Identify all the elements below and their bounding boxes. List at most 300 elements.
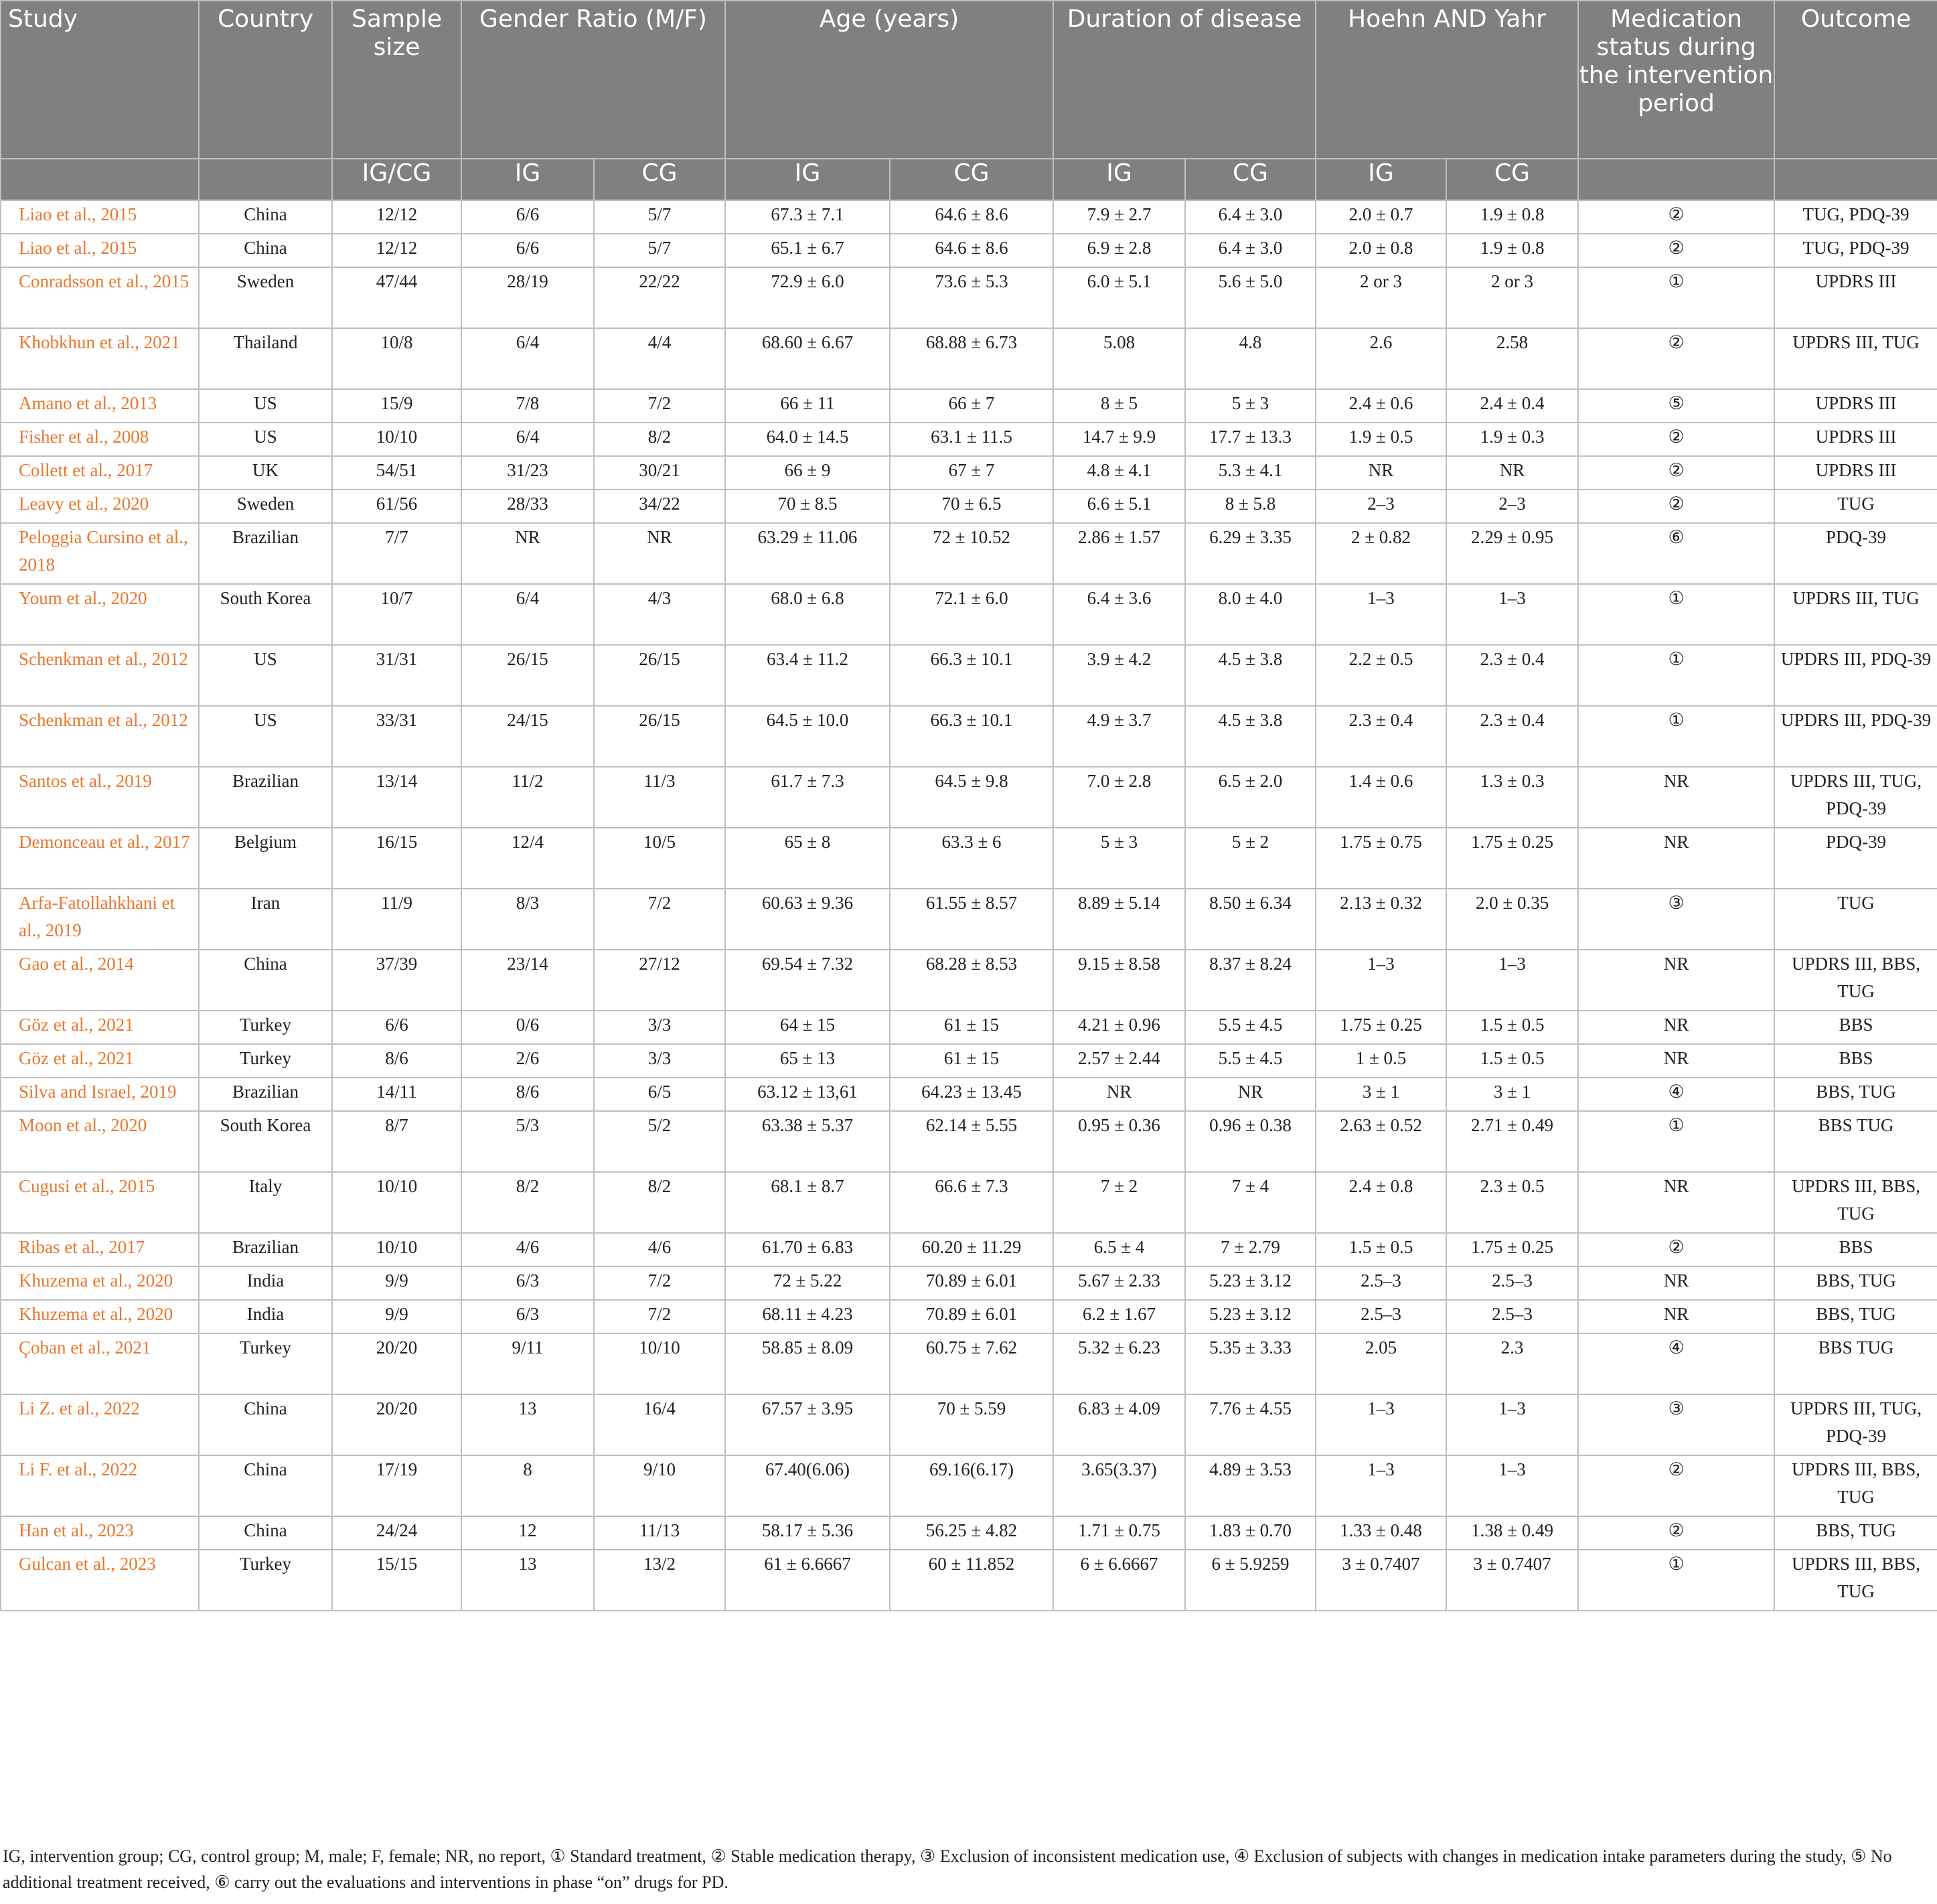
outcome-cell: TUG <box>1774 889 1937 950</box>
gender-ig-cell: 13 <box>461 1550 594 1611</box>
country-cell: Italy <box>199 1172 332 1233</box>
age-cg-cell: 64.5 ± 9.8 <box>890 767 1053 828</box>
age-cg-cell: 66 ± 7 <box>890 389 1053 423</box>
duration-ig-cell: 6 ± 6.6667 <box>1053 1550 1185 1611</box>
country-cell: South Korea <box>199 584 332 645</box>
age-ig-cell: 61.7 ± 7.3 <box>725 767 890 828</box>
hoehn-yahr-ig-cell: 1–3 <box>1316 950 1446 1011</box>
sample-size-cell: 12/12 <box>332 234 461 267</box>
country-cell: China <box>199 1455 332 1516</box>
age-ig-cell: 68.60 ± 6.67 <box>725 328 890 389</box>
subheader-hy-cg: CG <box>1446 159 1578 200</box>
subheader-duration-ig: IG <box>1053 159 1185 200</box>
outcome-cell: PDQ-39 <box>1774 828 1937 889</box>
subheader-empty <box>1578 159 1774 200</box>
table-row <box>1 645 1937 706</box>
medication-cell: ② <box>1578 1233 1774 1266</box>
duration-cg-cell: 5.5 ± 4.5 <box>1185 1044 1316 1078</box>
hoehn-yahr-ig-cell: 2.6 <box>1316 328 1446 389</box>
age-cg-cell: 64.6 ± 8.6 <box>890 200 1053 234</box>
gender-cg-cell: 3/3 <box>594 1044 725 1078</box>
table-row <box>1 1172 1937 1233</box>
medication-cell: NR <box>1578 1044 1774 1078</box>
country-cell: Brazilian <box>199 767 332 828</box>
header-outcome: Outcome <box>1774 1 1937 159</box>
gender-cg-cell: 4/3 <box>594 584 725 645</box>
age-cg-cell: 66.6 ± 7.3 <box>890 1172 1053 1233</box>
study-cell[interactable]: Moon et al., 2020 <box>1 1111 199 1172</box>
gender-cg-cell: 8/2 <box>594 423 725 456</box>
duration-cg-cell: 6.4 ± 3.0 <box>1185 234 1316 267</box>
hoehn-yahr-cg-cell: 2.3 ± 0.4 <box>1446 706 1578 767</box>
outcome-cell: TUG <box>1774 490 1937 523</box>
gender-cg-cell: 27/12 <box>594 950 725 1011</box>
duration-ig-cell: 8.89 ± 5.14 <box>1053 889 1185 950</box>
country-cell: Sweden <box>199 490 332 523</box>
age-cg-cell: 61.55 ± 8.57 <box>890 889 1053 950</box>
subheader-age-cg: CG <box>890 159 1053 200</box>
gender-ig-cell: 9/11 <box>461 1333 594 1394</box>
gender-cg-cell: 10/5 <box>594 828 725 889</box>
study-cell[interactable]: Youm et al., 2020 <box>1 584 199 645</box>
table-row <box>1 1394 1937 1455</box>
table-row <box>1 389 1937 423</box>
study-cell[interactable]: Fisher et al., 2008 <box>1 423 199 456</box>
subheader-hy-ig: IG <box>1316 159 1446 200</box>
table-row <box>1 234 1937 267</box>
country-cell: India <box>199 1300 332 1333</box>
hoehn-yahr-cg-cell: 1.5 ± 0.5 <box>1446 1044 1578 1078</box>
table-row <box>1 1333 1937 1394</box>
sample-size-cell: 7/7 <box>332 523 461 584</box>
hoehn-yahr-ig-cell: 2.13 ± 0.32 <box>1316 889 1446 950</box>
age-cg-cell: 62.14 ± 5.55 <box>890 1111 1053 1172</box>
subheader-gender-cg: CG <box>594 159 725 200</box>
country-cell: Brazilian <box>199 523 332 584</box>
hoehn-yahr-ig-cell: 1–3 <box>1316 1455 1446 1516</box>
study-cell[interactable]: Khuzema et al., 2020 <box>1 1300 199 1333</box>
gender-ig-cell: 26/15 <box>461 645 594 706</box>
sample-size-cell: 10/8 <box>332 328 461 389</box>
outcome-cell: BBS TUG <box>1774 1111 1937 1172</box>
medication-cell: NR <box>1578 828 1774 889</box>
duration-cg-cell: 6 ± 5.9259 <box>1185 1550 1316 1611</box>
hoehn-yahr-ig-cell: 3 ± 1 <box>1316 1078 1446 1111</box>
age-ig-cell: 64.0 ± 14.5 <box>725 423 890 456</box>
duration-cg-cell: NR <box>1185 1078 1316 1111</box>
duration-cg-cell: 6.4 ± 3.0 <box>1185 200 1316 234</box>
age-ig-cell: 66 ± 9 <box>725 456 890 490</box>
sample-size-cell: 8/7 <box>332 1111 461 1172</box>
header-hoehn-yahr: Hoehn AND Yahr <box>1316 1 1578 159</box>
gender-ig-cell: 6/6 <box>461 200 594 234</box>
study-cell[interactable]: Han et al., 2023 <box>1 1516 199 1550</box>
study-cell[interactable]: Schenkman et al., 2012 <box>1 645 199 706</box>
hoehn-yahr-ig-cell: 2.0 ± 0.7 <box>1316 200 1446 234</box>
subheader-gender-ig: IG <box>461 159 594 200</box>
duration-ig-cell: NR <box>1053 1078 1185 1111</box>
hoehn-yahr-cg-cell: 1.5 ± 0.5 <box>1446 1011 1578 1044</box>
duration-cg-cell: 5.5 ± 4.5 <box>1185 1011 1316 1044</box>
sample-size-cell: 20/20 <box>332 1333 461 1394</box>
duration-ig-cell: 2.86 ± 1.57 <box>1053 523 1185 584</box>
hoehn-yahr-ig-cell: 2–3 <box>1316 490 1446 523</box>
study-cell[interactable]: Collett et al., 2017 <box>1 456 199 490</box>
table-row <box>1 200 1937 234</box>
sample-size-cell: 20/20 <box>332 1394 461 1455</box>
outcome-cell: UPDRS III <box>1774 456 1937 490</box>
age-cg-cell: 73.6 ± 5.3 <box>890 267 1053 328</box>
age-cg-cell: 67 ± 7 <box>890 456 1053 490</box>
duration-ig-cell: 5 ± 3 <box>1053 828 1185 889</box>
outcome-cell: BBS <box>1774 1011 1937 1044</box>
gender-ig-cell: 12/4 <box>461 828 594 889</box>
duration-ig-cell: 6.5 ± 4 <box>1053 1233 1185 1266</box>
age-ig-cell: 64 ± 15 <box>725 1011 890 1044</box>
study-cell[interactable]: Khobkhun et al., 2021 <box>1 328 199 389</box>
outcome-cell: UPDRS III, PDQ-39 <box>1774 645 1937 706</box>
table-row <box>1 1233 1937 1266</box>
outcome-cell: TUG, PDQ-39 <box>1774 200 1937 234</box>
gender-cg-cell: 26/15 <box>594 706 725 767</box>
hoehn-yahr-cg-cell: 1–3 <box>1446 950 1578 1011</box>
hoehn-yahr-cg-cell: 2.3 ± 0.4 <box>1446 645 1578 706</box>
age-cg-cell: 68.88 ± 6.73 <box>890 328 1053 389</box>
table-row <box>1 950 1937 1011</box>
duration-cg-cell: 5.6 ± 5.0 <box>1185 267 1316 328</box>
hoehn-yahr-cg-cell: 3 ± 0.7407 <box>1446 1550 1578 1611</box>
study-cell[interactable]: Khuzema et al., 2020 <box>1 1266 199 1300</box>
hoehn-yahr-cg-cell: 1–3 <box>1446 1455 1578 1516</box>
outcome-cell: BBS, TUG <box>1774 1516 1937 1550</box>
age-ig-cell: 65.1 ± 6.7 <box>725 234 890 267</box>
duration-ig-cell: 9.15 ± 8.58 <box>1053 950 1185 1011</box>
gender-cg-cell: 22/22 <box>594 267 725 328</box>
country-cell: US <box>199 389 332 423</box>
duration-cg-cell: 8 ± 5.8 <box>1185 490 1316 523</box>
hoehn-yahr-cg-cell: 1.75 ± 0.25 <box>1446 1233 1578 1266</box>
duration-cg-cell: 5.3 ± 4.1 <box>1185 456 1316 490</box>
duration-ig-cell: 5.32 ± 6.23 <box>1053 1333 1185 1394</box>
gender-ig-cell: 24/15 <box>461 706 594 767</box>
study-cell[interactable]: Li Z. et al., 2022 <box>1 1394 199 1455</box>
hoehn-yahr-cg-cell: 2–3 <box>1446 490 1578 523</box>
age-ig-cell: 66 ± 11 <box>725 389 890 423</box>
medication-cell: ③ <box>1578 1394 1774 1455</box>
gender-ig-cell: 6/4 <box>461 423 594 456</box>
country-cell: Turkey <box>199 1011 332 1044</box>
age-ig-cell: 70 ± 8.5 <box>725 490 890 523</box>
duration-ig-cell: 6.0 ± 5.1 <box>1053 267 1185 328</box>
gender-ig-cell: 11/2 <box>461 767 594 828</box>
gender-cg-cell: 30/21 <box>594 456 725 490</box>
medication-cell: ④ <box>1578 1333 1774 1394</box>
sample-size-cell: 24/24 <box>332 1516 461 1550</box>
table-row <box>1 1455 1937 1516</box>
age-cg-cell: 61 ± 15 <box>890 1044 1053 1078</box>
medication-cell: ② <box>1578 200 1774 234</box>
gender-cg-cell: 8/2 <box>594 1172 725 1233</box>
medication-cell: NR <box>1578 1266 1774 1300</box>
country-cell: US <box>199 706 332 767</box>
hoehn-yahr-ig-cell: 2.05 <box>1316 1333 1446 1394</box>
age-cg-cell: 60 ± 11.852 <box>890 1550 1053 1611</box>
age-cg-cell: 70.89 ± 6.01 <box>890 1266 1053 1300</box>
subheader-sample: IG/CG <box>332 159 461 200</box>
age-ig-cell: 68.0 ± 6.8 <box>725 584 890 645</box>
medication-cell: ① <box>1578 1550 1774 1611</box>
age-ig-cell: 60.63 ± 9.36 <box>725 889 890 950</box>
subheader-age-ig: IG <box>725 159 890 200</box>
duration-ig-cell: 0.95 ± 0.36 <box>1053 1111 1185 1172</box>
study-cell[interactable]: Çoban et al., 2021 <box>1 1333 199 1394</box>
sample-size-cell: 12/12 <box>332 200 461 234</box>
hoehn-yahr-ig-cell: 2.2 ± 0.5 <box>1316 645 1446 706</box>
medication-cell: NR <box>1578 1011 1774 1044</box>
country-cell: UK <box>199 456 332 490</box>
outcome-cell: BBS TUG <box>1774 1333 1937 1394</box>
duration-ig-cell: 7.0 ± 2.8 <box>1053 767 1185 828</box>
hoehn-yahr-cg-cell: 2.71 ± 0.49 <box>1446 1111 1578 1172</box>
duration-cg-cell: 8.37 ± 8.24 <box>1185 950 1316 1011</box>
hoehn-yahr-ig-cell: 1.33 ± 0.48 <box>1316 1516 1446 1550</box>
medication-cell: ① <box>1578 706 1774 767</box>
medication-cell: ① <box>1578 645 1774 706</box>
study-cell[interactable]: Li F. et al., 2022 <box>1 1455 199 1516</box>
country-cell: China <box>199 1394 332 1455</box>
age-ig-cell: 67.3 ± 7.1 <box>725 200 890 234</box>
sample-size-cell: 14/11 <box>332 1078 461 1111</box>
gender-cg-cell: 7/2 <box>594 1266 725 1300</box>
medication-cell: ② <box>1578 1516 1774 1550</box>
subheader-empty <box>1774 159 1937 200</box>
duration-cg-cell: 8.0 ± 4.0 <box>1185 584 1316 645</box>
duration-cg-cell: 4.89 ± 3.53 <box>1185 1455 1316 1516</box>
hoehn-yahr-ig-cell: 2.5–3 <box>1316 1266 1446 1300</box>
age-cg-cell: 70 ± 6.5 <box>890 490 1053 523</box>
study-cell[interactable]: Arfa-Fatollahkhani et al., 2019 <box>1 889 199 950</box>
age-ig-cell: 67.57 ± 3.95 <box>725 1394 890 1455</box>
gender-cg-cell: 9/10 <box>594 1455 725 1516</box>
country-cell: China <box>199 1516 332 1550</box>
sample-size-cell: 10/7 <box>332 584 461 645</box>
outcome-cell: PDQ-39 <box>1774 523 1937 584</box>
study-cell[interactable]: Göz et al., 2021 <box>1 1044 199 1078</box>
hoehn-yahr-cg-cell: 3 ± 1 <box>1446 1078 1578 1111</box>
gender-cg-cell: 10/10 <box>594 1333 725 1394</box>
table-row <box>1 1266 1937 1300</box>
hoehn-yahr-ig-cell: 2.4 ± 0.8 <box>1316 1172 1446 1233</box>
country-cell: Turkey <box>199 1550 332 1611</box>
table-row <box>1 706 1937 767</box>
gender-ig-cell: 6/6 <box>461 234 594 267</box>
hoehn-yahr-ig-cell: 1.4 ± 0.6 <box>1316 767 1446 828</box>
medication-cell: ① <box>1578 1111 1774 1172</box>
medication-cell: ⑥ <box>1578 523 1774 584</box>
hoehn-yahr-cg-cell: 2 or 3 <box>1446 267 1578 328</box>
age-cg-cell: 60.75 ± 7.62 <box>890 1333 1053 1394</box>
gender-cg-cell: 13/2 <box>594 1550 725 1611</box>
age-cg-cell: 56.25 ± 4.82 <box>890 1516 1053 1550</box>
sample-size-cell: 13/14 <box>332 767 461 828</box>
medication-cell: ② <box>1578 456 1774 490</box>
table-row <box>1 1111 1937 1172</box>
header-gender-ratio: Gender Ratio (M/F) <box>461 1 725 159</box>
gender-cg-cell: 11/13 <box>594 1516 725 1550</box>
hoehn-yahr-ig-cell: 1.75 ± 0.75 <box>1316 828 1446 889</box>
gender-ig-cell: 8/2 <box>461 1172 594 1233</box>
duration-cg-cell: 7.76 ± 4.55 <box>1185 1394 1316 1455</box>
hoehn-yahr-ig-cell: 1.9 ± 0.5 <box>1316 423 1446 456</box>
table-row <box>1 1300 1937 1333</box>
hoehn-yahr-cg-cell: 2.3 ± 0.5 <box>1446 1172 1578 1233</box>
outcome-cell: BBS <box>1774 1044 1937 1078</box>
age-cg-cell: 61 ± 15 <box>890 1011 1053 1044</box>
medication-cell: NR <box>1578 1300 1774 1333</box>
duration-cg-cell: 8.50 ± 6.34 <box>1185 889 1316 950</box>
study-cell[interactable]: Santos et al., 2019 <box>1 767 199 828</box>
duration-cg-cell: 6.29 ± 3.35 <box>1185 523 1316 584</box>
medication-cell: NR <box>1578 1172 1774 1233</box>
hoehn-yahr-ig-cell: 1–3 <box>1316 1394 1446 1455</box>
outcome-cell: UPDRS III, TUG, PDQ-39 <box>1774 1394 1937 1455</box>
country-cell: US <box>199 423 332 456</box>
table-row <box>1 889 1937 950</box>
outcome-cell: UPDRS III, PDQ-39 <box>1774 706 1937 767</box>
gender-ig-cell: 2/6 <box>461 1044 594 1078</box>
duration-cg-cell: 4.5 ± 3.8 <box>1185 645 1316 706</box>
medication-cell: ② <box>1578 490 1774 523</box>
age-cg-cell: 64.23 ± 13.45 <box>890 1078 1053 1111</box>
study-cell[interactable]: Ribas et al., 2017 <box>1 1233 199 1266</box>
hoehn-yahr-cg-cell: 1.3 ± 0.3 <box>1446 767 1578 828</box>
study-cell[interactable]: Liao et al., 2015 <box>1 200 199 234</box>
duration-cg-cell: 7 ± 4 <box>1185 1172 1316 1233</box>
study-cell[interactable]: Peloggia Cursino et al., 2018 <box>1 523 199 584</box>
duration-ig-cell: 4.21 ± 0.96 <box>1053 1011 1185 1044</box>
hoehn-yahr-cg-cell: 2.4 ± 0.4 <box>1446 389 1578 423</box>
duration-cg-cell: 4.8 <box>1185 328 1316 389</box>
hoehn-yahr-cg-cell: 1.9 ± 0.8 <box>1446 200 1578 234</box>
header-age: Age (years) <box>725 1 1053 159</box>
study-cell[interactable]: Leavy et al., 2020 <box>1 490 199 523</box>
duration-cg-cell: 5.35 ± 3.33 <box>1185 1333 1316 1394</box>
duration-cg-cell: 5 ± 2 <box>1185 828 1316 889</box>
duration-ig-cell: 7 ± 2 <box>1053 1172 1185 1233</box>
age-ig-cell: 64.5 ± 10.0 <box>725 706 890 767</box>
gender-ig-cell: 23/14 <box>461 950 594 1011</box>
header-medication: Medication status during the intervention period <box>1578 1 1774 159</box>
gender-cg-cell: 11/3 <box>594 767 725 828</box>
study-cell[interactable]: Cugusi et al., 2015 <box>1 1172 199 1233</box>
gender-cg-cell: NR <box>594 523 725 584</box>
hoehn-yahr-cg-cell: 1.9 ± 0.3 <box>1446 423 1578 456</box>
study-cell[interactable]: Schenkman et al., 2012 <box>1 706 199 767</box>
hoehn-yahr-ig-cell: 1–3 <box>1316 584 1446 645</box>
sample-size-cell: 16/15 <box>332 828 461 889</box>
duration-ig-cell: 5.08 <box>1053 328 1185 389</box>
gender-ig-cell: 5/3 <box>461 1111 594 1172</box>
gender-cg-cell: 4/4 <box>594 328 725 389</box>
duration-ig-cell: 2.57 ± 2.44 <box>1053 1044 1185 1078</box>
duration-ig-cell: 3.65(3.37) <box>1053 1455 1185 1516</box>
medication-cell: ④ <box>1578 1078 1774 1111</box>
subheader-empty <box>1 159 199 200</box>
duration-ig-cell: 5.67 ± 2.33 <box>1053 1266 1185 1300</box>
table-row <box>1 456 1937 490</box>
header-study: Study <box>1 1 199 159</box>
study-cell[interactable]: Demonceau et al., 2017 <box>1 828 199 889</box>
outcome-cell: UPDRS III, BBS, TUG <box>1774 1172 1937 1233</box>
hoehn-yahr-ig-cell: 1.75 ± 0.25 <box>1316 1011 1446 1044</box>
duration-cg-cell: 1.83 ± 0.70 <box>1185 1516 1316 1550</box>
country-cell: China <box>199 950 332 1011</box>
age-cg-cell: 60.20 ± 11.29 <box>890 1233 1053 1266</box>
age-ig-cell: 72 ± 5.22 <box>725 1266 890 1300</box>
gender-ig-cell: 28/33 <box>461 490 594 523</box>
gender-cg-cell: 4/6 <box>594 1233 725 1266</box>
age-cg-cell: 63.1 ± 11.5 <box>890 423 1053 456</box>
gender-ig-cell: 8/3 <box>461 889 594 950</box>
outcome-cell: BBS, TUG <box>1774 1266 1937 1300</box>
gender-ig-cell: 6/3 <box>461 1300 594 1333</box>
gender-cg-cell: 7/2 <box>594 889 725 950</box>
age-cg-cell: 72 ± 10.52 <box>890 523 1053 584</box>
table-body <box>1 200 1937 1611</box>
gender-ig-cell: 6/4 <box>461 328 594 389</box>
medication-cell: NR <box>1578 950 1774 1011</box>
country-cell: Belgium <box>199 828 332 889</box>
duration-ig-cell: 6.83 ± 4.09 <box>1053 1394 1185 1455</box>
gender-ig-cell: 4/6 <box>461 1233 594 1266</box>
study-cell[interactable]: Göz et al., 2021 <box>1 1011 199 1044</box>
outcome-cell: BBS, TUG <box>1774 1300 1937 1333</box>
country-cell: China <box>199 200 332 234</box>
country-cell: Sweden <box>199 267 332 328</box>
hoehn-yahr-ig-cell: 2.3 ± 0.4 <box>1316 706 1446 767</box>
duration-cg-cell: 5.23 ± 3.12 <box>1185 1266 1316 1300</box>
study-cell[interactable]: Gao et al., 2014 <box>1 950 199 1011</box>
sample-size-cell: 33/31 <box>332 706 461 767</box>
outcome-cell: UPDRS III, BBS, TUG <box>1774 1455 1937 1516</box>
country-cell: China <box>199 234 332 267</box>
table-row <box>1 1516 1937 1550</box>
hoehn-yahr-ig-cell: 1.5 ± 0.5 <box>1316 1233 1446 1266</box>
table-row <box>1 523 1937 584</box>
duration-cg-cell: 0.96 ± 0.38 <box>1185 1111 1316 1172</box>
gender-cg-cell: 5/7 <box>594 200 725 234</box>
gender-ig-cell: 6/4 <box>461 584 594 645</box>
study-cell[interactable]: Gulcan et al., 2023 <box>1 1550 199 1611</box>
age-ig-cell: 69.54 ± 7.32 <box>725 950 890 1011</box>
study-cell[interactable]: Amano et al., 2013 <box>1 389 199 423</box>
hoehn-yahr-cg-cell: 1.38 ± 0.49 <box>1446 1516 1578 1550</box>
duration-cg-cell: 5 ± 3 <box>1185 389 1316 423</box>
study-cell[interactable]: Conradsson et al., 2015 <box>1 267 199 328</box>
study-cell[interactable]: Silva and Israel, 2019 <box>1 1078 199 1111</box>
hoehn-yahr-ig-cell: 2.4 ± 0.6 <box>1316 389 1446 423</box>
outcome-cell: UPDRS III, BBS, TUG <box>1774 950 1937 1011</box>
study-cell[interactable]: Liao et al., 2015 <box>1 234 199 267</box>
country-cell: US <box>199 645 332 706</box>
medication-cell: ③ <box>1578 889 1774 950</box>
sample-size-cell: 47/44 <box>332 267 461 328</box>
hoehn-yahr-ig-cell: NR <box>1316 456 1446 490</box>
age-cg-cell: 64.6 ± 8.6 <box>890 234 1053 267</box>
table-row <box>1 828 1937 889</box>
age-ig-cell: 58.85 ± 8.09 <box>725 1333 890 1394</box>
hoehn-yahr-ig-cell: 2.0 ± 0.8 <box>1316 234 1446 267</box>
